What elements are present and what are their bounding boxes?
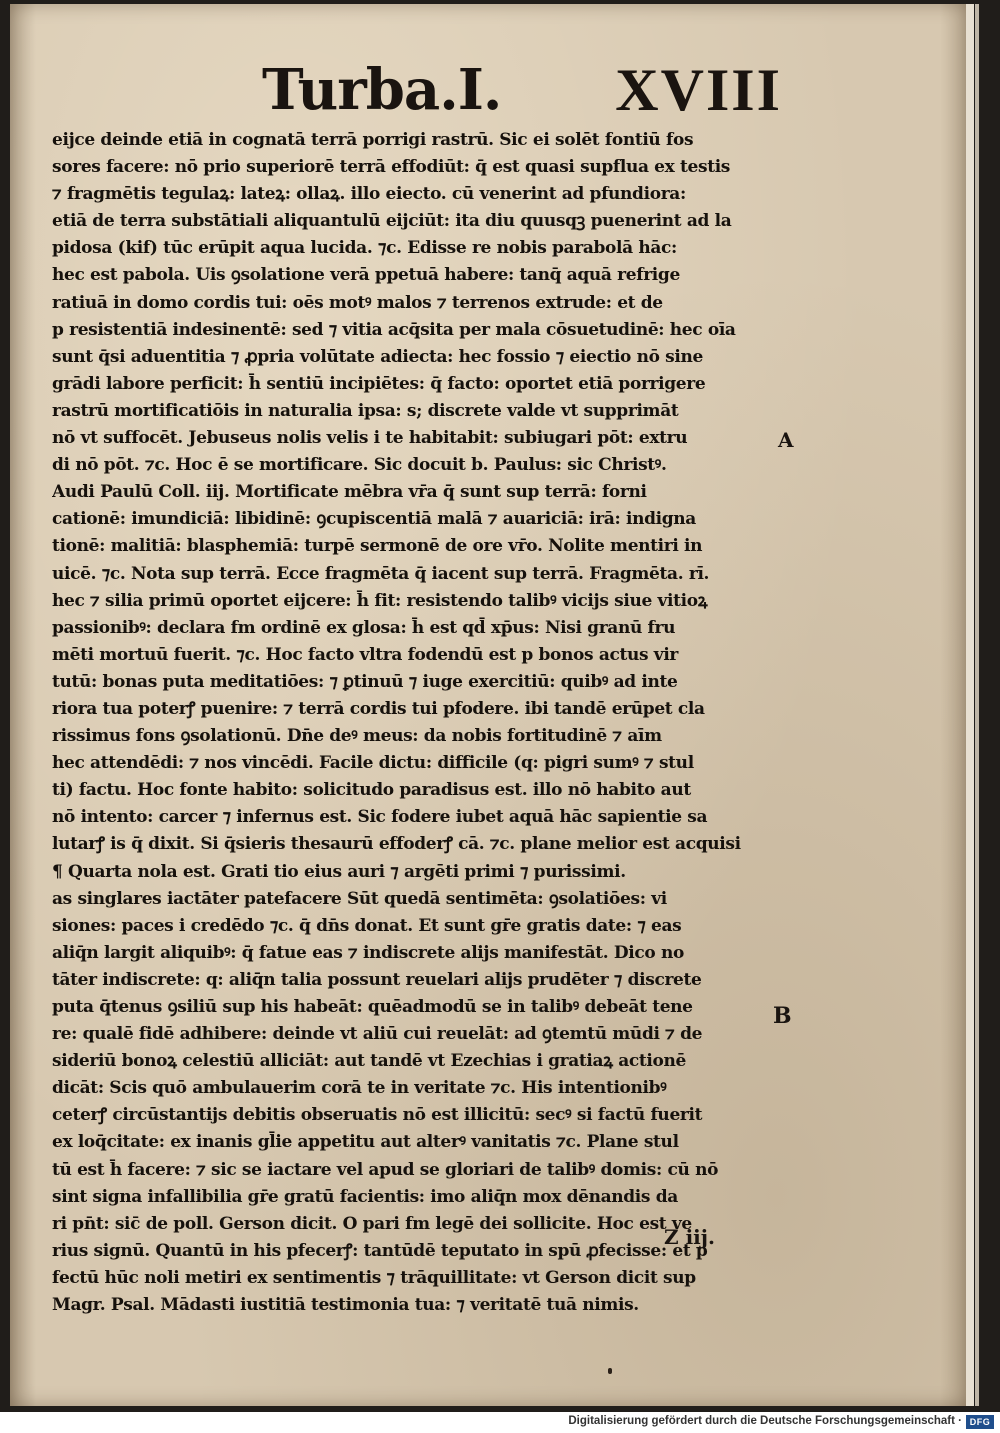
text-line: ratiuā in domo cordis tui: oēs motꝰ malos ⁊ terrenos extrude: et de xyxy=(52,292,663,313)
text-line: rissimus fons ꝯsolationū. Dn̄e deꝰ meus: da nobis fortitudinē ⁊ aīm xyxy=(52,726,662,747)
margin-note-a: A xyxy=(778,428,794,452)
text-line: fectū hūc noli metiri ex sentimentis ⁊ trāquillitate: vt Gerson dicit sup xyxy=(52,1267,696,1288)
text-line: ex loq̄citate: ex inanis gl̄ie appetitu aut alterꝰ vanitatis ⁊c. Plane stul xyxy=(52,1132,679,1153)
text-line: hec est pabola. Uis ꝯsolatione verā ppetuā habere: tanq̄ aquā refrige xyxy=(52,265,680,286)
text-line: pidosa (kif) tūc erūpit aqua lucida. ⁊c. Edisse re nobis parabolā hāc: xyxy=(52,238,677,259)
text-line: sores facere: nō prio superiorē terrā effodiūt: q̄ est quasi supflua ex testis xyxy=(52,157,731,178)
text-line: rastrū mortificatiōis in naturalia ipsa: s; discrete valde vt supprimāt xyxy=(52,400,679,421)
text-line: nō intento: carcer ⁊ infernus est. Sic fodere iubet aquā hāc sapientie sa xyxy=(52,807,708,828)
text-line: ti) factu. Hoc fonte habito: solicitudo paradisus est. illo nō habito aut xyxy=(52,780,691,801)
text-line: riora tua poterꝭ puenire: ⁊ terrā cordis tui pfodere. ibi tandē erūpet cla xyxy=(52,698,705,719)
text-line: tionē: malitiā: blasphemiā: turpē sermonē de ore vr̄o. Nolite mentiri in xyxy=(52,536,703,557)
text-line: ceterꝭ circūstantijs debitis obseruatis nō est illicitū: secꝰ si factū fuerit xyxy=(52,1105,703,1126)
text-line: ⁊ fragmētis tegulaꝝ: lateꝝ: ollaꝝ. illo eiecto. cū venerint ad pfundiora: xyxy=(52,184,686,205)
text-line: passionibꝰ: declara fm ordinē ex glosa: h̄ est qd̄ xp̄us: Nisi granū fru xyxy=(52,617,676,638)
text-line: Magr. Psal. Mādasti iustitiā testimonia tua: ⁊ veritatē tuā nimis. xyxy=(52,1295,639,1316)
footer-bar xyxy=(0,1412,1000,1433)
text-line: eijce deinde etiā in cognatā terrā porrigi rastrū. Sic ei solēt fontiū fos xyxy=(52,130,694,150)
text-line: tū est h̄ facere: ⁊ sic se iactare vel apud se gloriari de talibꝰ domis: cū nō xyxy=(52,1159,719,1180)
text-line: re: qualē fidē adhibere: deinde vt aliū cui reuelāt: ad ꝯtemtū mūdi ⁊ de xyxy=(52,1024,703,1045)
text-line: siones: paces i credēdo ⁊c. q̄ dn̄s donat. Et sunt gr̄e gratis date: ⁊ eas xyxy=(52,915,682,936)
text-line: sunt q̄si aduentitia ⁊ ꝓpria volūtate adiecta: hec fossio ⁊ eiectio nō sine xyxy=(52,346,703,367)
text-line: nō vt suffocēt. Jebuseus nolis velis i te habitabit: subiugari pōt: extru xyxy=(52,428,688,449)
text-line: tāter indiscrete: q: aliq̄n talia possunt reuelari alijs prudēter ⁊ discrete xyxy=(52,969,702,990)
text-line: uicē. ⁊c. Nota sup terrā. Ecce fragmēta q̄ iacent sup terrā. Fragmēta. rī. xyxy=(52,563,710,584)
text-line: dicāt: Scis quō ambulauerim corā te in veritate ⁊c. His intentionibꝰ xyxy=(52,1078,667,1099)
text-line: hec attendēdi: ⁊ nos vincēdi. Facile dictu: difficile (q: pigri sumꝰ ⁊ stul xyxy=(52,753,694,774)
text-line: tutū: bonas puta meditatiōes: ⁊ ꝑtinuū ⁊ iuge exercitiū: quibꝰ ad inte xyxy=(52,671,678,692)
text-line: lutarꝭ is q̄ dixit. Si q̄sieris thesaurū effoderꝭ cā. ⁊c. plane melior est acquisi xyxy=(52,834,741,855)
text-line: sint signa infallibilia gr̄e gratū facientis: imo aliq̄n mox dēnandis da xyxy=(52,1186,678,1207)
text-line: ¶ Quarta nola est. Grati tio eius auri ⁊ argēti primi ⁊ purissimi. xyxy=(52,861,626,882)
page-edge xyxy=(966,4,974,1406)
running-title: Turba.I. xyxy=(262,57,502,123)
text-line: etiā de terra substātiali aliquantulū eijciūt: ita diu quusqꝫ puenerint ad la xyxy=(52,211,732,232)
signature-mark: Z iij. xyxy=(664,1225,715,1249)
text-line: rius signū. Quantū in his pfecerꝭ: tantūdē teputato in spū ꝓfecisse: et p xyxy=(52,1240,708,1261)
ink-speck xyxy=(608,1368,612,1374)
text-line: ri pn̄t: sic̄ de poll. Gerson dicit. O pari fm legē dei sollicite. Hoc est ve xyxy=(52,1213,692,1234)
text-line: Audi Paulū Coll. iij. Mortificate mēbra vr̄a q̄ sunt sup terrā: forni xyxy=(52,482,647,503)
text-line: puta q̄tenus ꝯsiliū sup his habeāt: quēadmodū se in talibꝰ debeāt tene xyxy=(52,997,693,1017)
page-edge-shadow xyxy=(975,4,979,1406)
margin-note-b: B xyxy=(773,1003,792,1029)
text-block xyxy=(52,127,764,1319)
text-line: as singlares iactāter patefacere Sūt quedā sentimēta: ꝯsolatiōes: vi xyxy=(52,888,667,909)
folio-number: XVIII xyxy=(615,57,782,123)
page-header xyxy=(262,55,782,135)
text-line: grādi labore perficit: h̄ sentiū incipiētes: q̄ facto: oportet etiā porrigere xyxy=(52,373,706,394)
text-line: cationē: imundiciā: libidinē: ꝯcupiscentiā malā ⁊ auariciā: irā: indigna xyxy=(52,509,696,530)
text-line: aliq̄n largit aliquibꝰ: q̄ fatue eas ⁊ indiscrete alijs manifestāt. Dico no xyxy=(52,942,684,963)
text-line: hec ⁊ silia primū oportet eijcere: h̄ fit: resistendo talibꝰ vicijs siue vitioꝝ xyxy=(52,590,708,611)
text-line: di nō pōt. ⁊c. Hoc ē se mortificare. Sic docuit b. Paulus: sic Christꝰ. xyxy=(52,455,667,476)
text-line: p resistentiā indesinentē: sed ⁊ vitia acq̄sita per mala cōsuetudinē: hec oīa xyxy=(52,319,736,340)
text-line: mēti mortuū fuerit. ⁊c. Hoc facto vltra fodendū est p bonos actus vir xyxy=(52,644,679,665)
funding-credit: Digitalisierung gefördert durch die Deutsche Forschungsgemeinschaft · xyxy=(568,1415,962,1427)
text-line: sideriū bonoꝝ celestiū alliciāt: aut tandē vt Ezechias i gratiaꝝ actionē xyxy=(52,1051,686,1072)
dfg-logo: DFG xyxy=(966,1415,994,1429)
